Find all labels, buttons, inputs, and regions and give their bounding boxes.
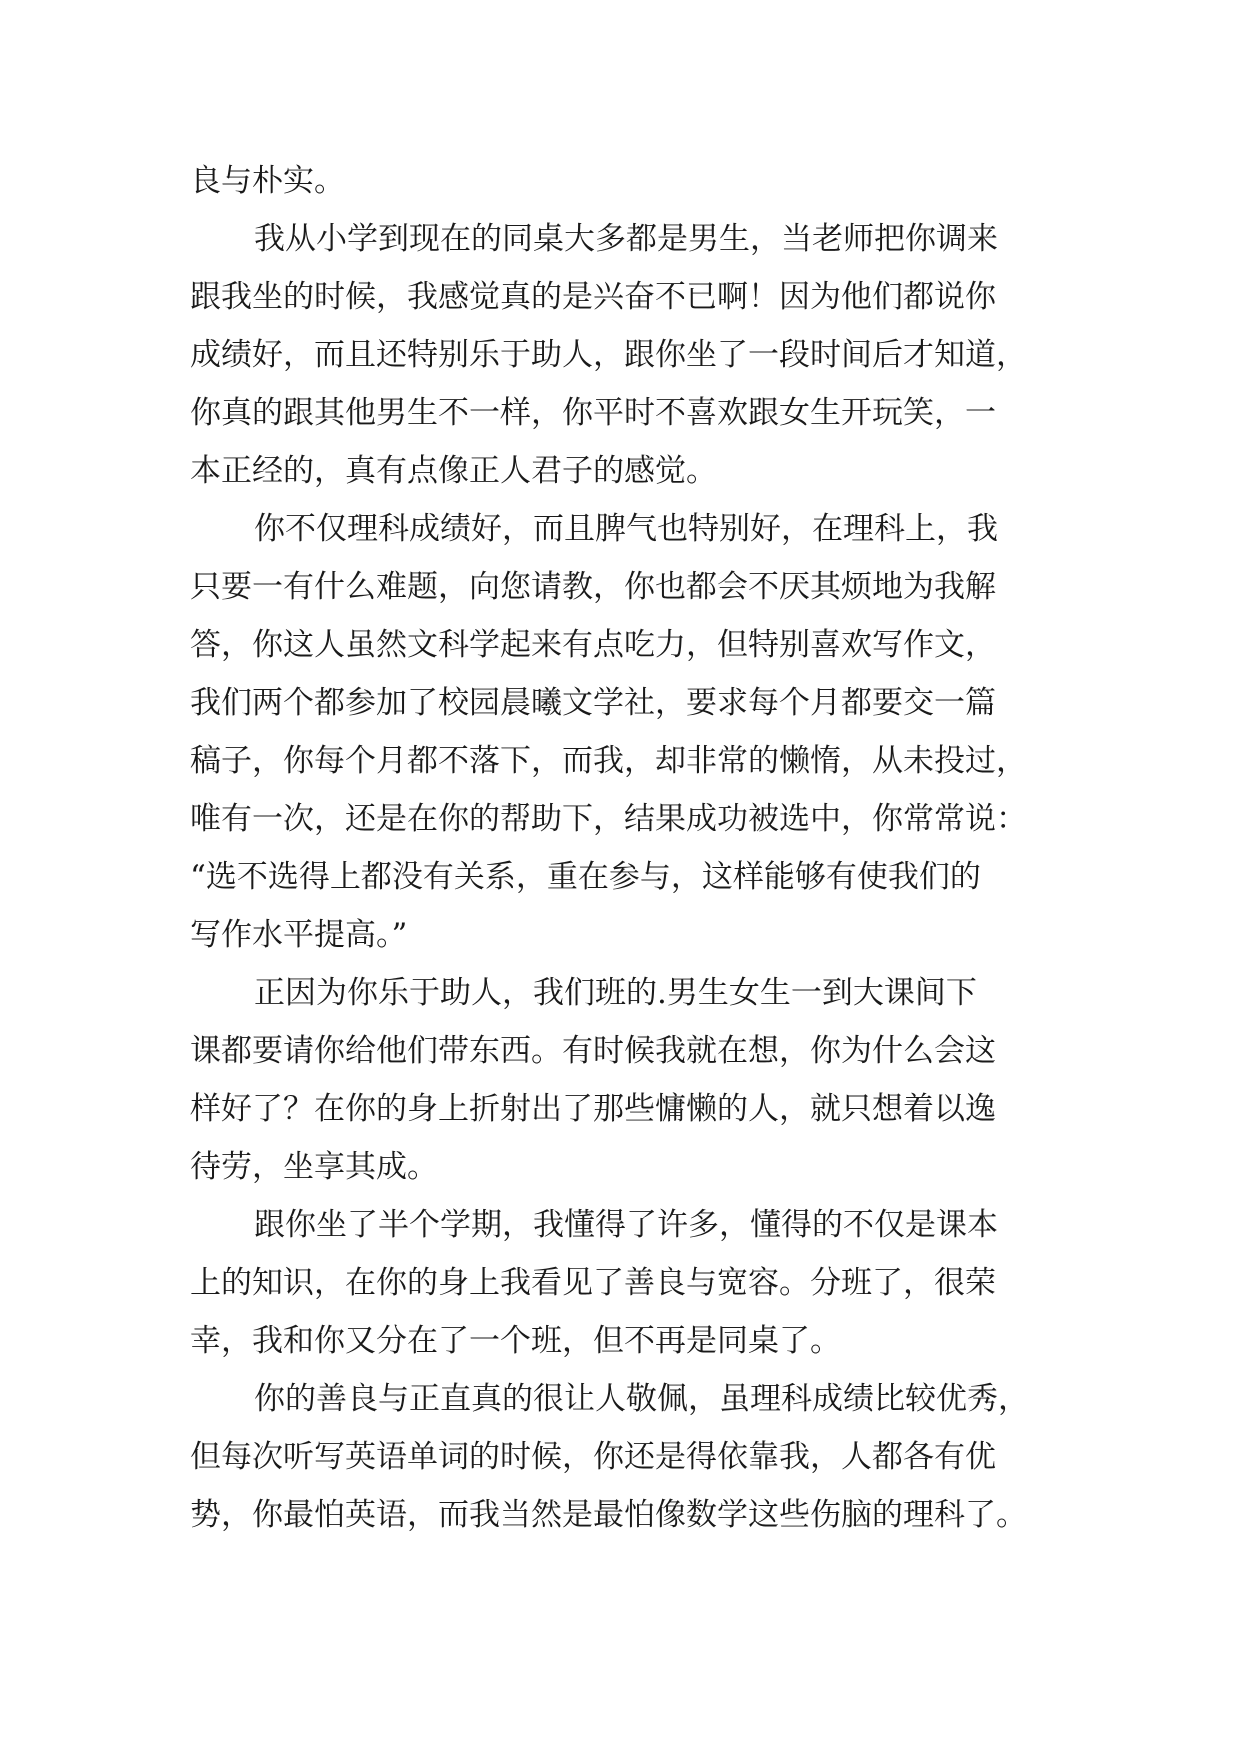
paragraph (190, 500, 1070, 964)
text-line: 本正经的，真有点像正人君子的感觉。 (190, 453, 717, 489)
paragraph (190, 152, 1070, 210)
text-line: 你真的跟其他男生不一样，你平时不喜欢跟女生开玩笑，一 (190, 395, 996, 431)
text-line: 答，你这人虽然文科学起来有点吃力，但特别喜欢写作文， (190, 627, 996, 663)
text-line: 你的善良与正直真的很让人敬佩，虽理科成绩比较优秀， (254, 1381, 1029, 1417)
text-line: 样好了？在你的身上折射出了那些慵懒的人，就只想着以逸 (190, 1091, 996, 1127)
paragraph (190, 210, 1070, 500)
text-line: 我们两个都参加了校园晨曦文学社，要求每个月都要交一篇 (190, 685, 996, 721)
text-line: 成绩好，而且还特别乐于助人，跟你坐了一段时间后才知道， (190, 337, 1027, 373)
text-line: 上的知识，在你的身上我看见了善良与宽容。分班了，很荣 (190, 1265, 996, 1301)
text-line: 稿子，你每个月都不落下，而我，却非常的懒惰，从未投过， (190, 743, 1027, 779)
text-line: 势，你最怕英语，而我当然是最怕像数学这些伤脑的理科了。 (190, 1497, 1027, 1533)
text-line: 幸，我和你又分在了一个班，但不再是同桌了。 (190, 1323, 841, 1359)
text-line: 待劳，坐享其成。 (190, 1149, 438, 1185)
text-line: 写作水平提高。” (190, 917, 408, 953)
text-line: 但每次听写英语单词的时候，你还是得依靠我，人都各有优 (190, 1439, 996, 1475)
text-line: 课都要请你给他们带东西。有时候我就在想，你为什么会这 (190, 1033, 996, 1069)
paragraph (190, 964, 1070, 1196)
text-line: 跟我坐的时候，我感觉真的是兴奋不已啊！因为他们都说你 (190, 279, 996, 315)
text-line: 我从小学到现在的同桌大多都是男生，当老师把你调来 (254, 221, 998, 257)
text-line: 你不仅理科成绩好，而且脾气也特别好，在理科上，我 (254, 511, 998, 547)
paragraph (190, 1370, 1070, 1544)
text-line: 唯有一次，还是在你的帮助下，结果成功被选中，你常常说： (190, 801, 1027, 837)
text-line: 只要一有什么难题，向您请教，你也都会不厌其烦地为我解 (190, 569, 996, 605)
paragraph (190, 1196, 1070, 1370)
body-text (190, 152, 1070, 1544)
text-line: 正因为你乐于助人，我们班的.男生女生一到大课间下 (254, 975, 977, 1011)
text-line: 良与朴实。 (190, 163, 345, 199)
text-line: 跟你坐了半个学期，我懂得了许多，懂得的不仅是课本 (254, 1207, 998, 1243)
text-line: “选不选得上都没有关系，重在参与，这样能够有使我们的 (190, 859, 981, 895)
